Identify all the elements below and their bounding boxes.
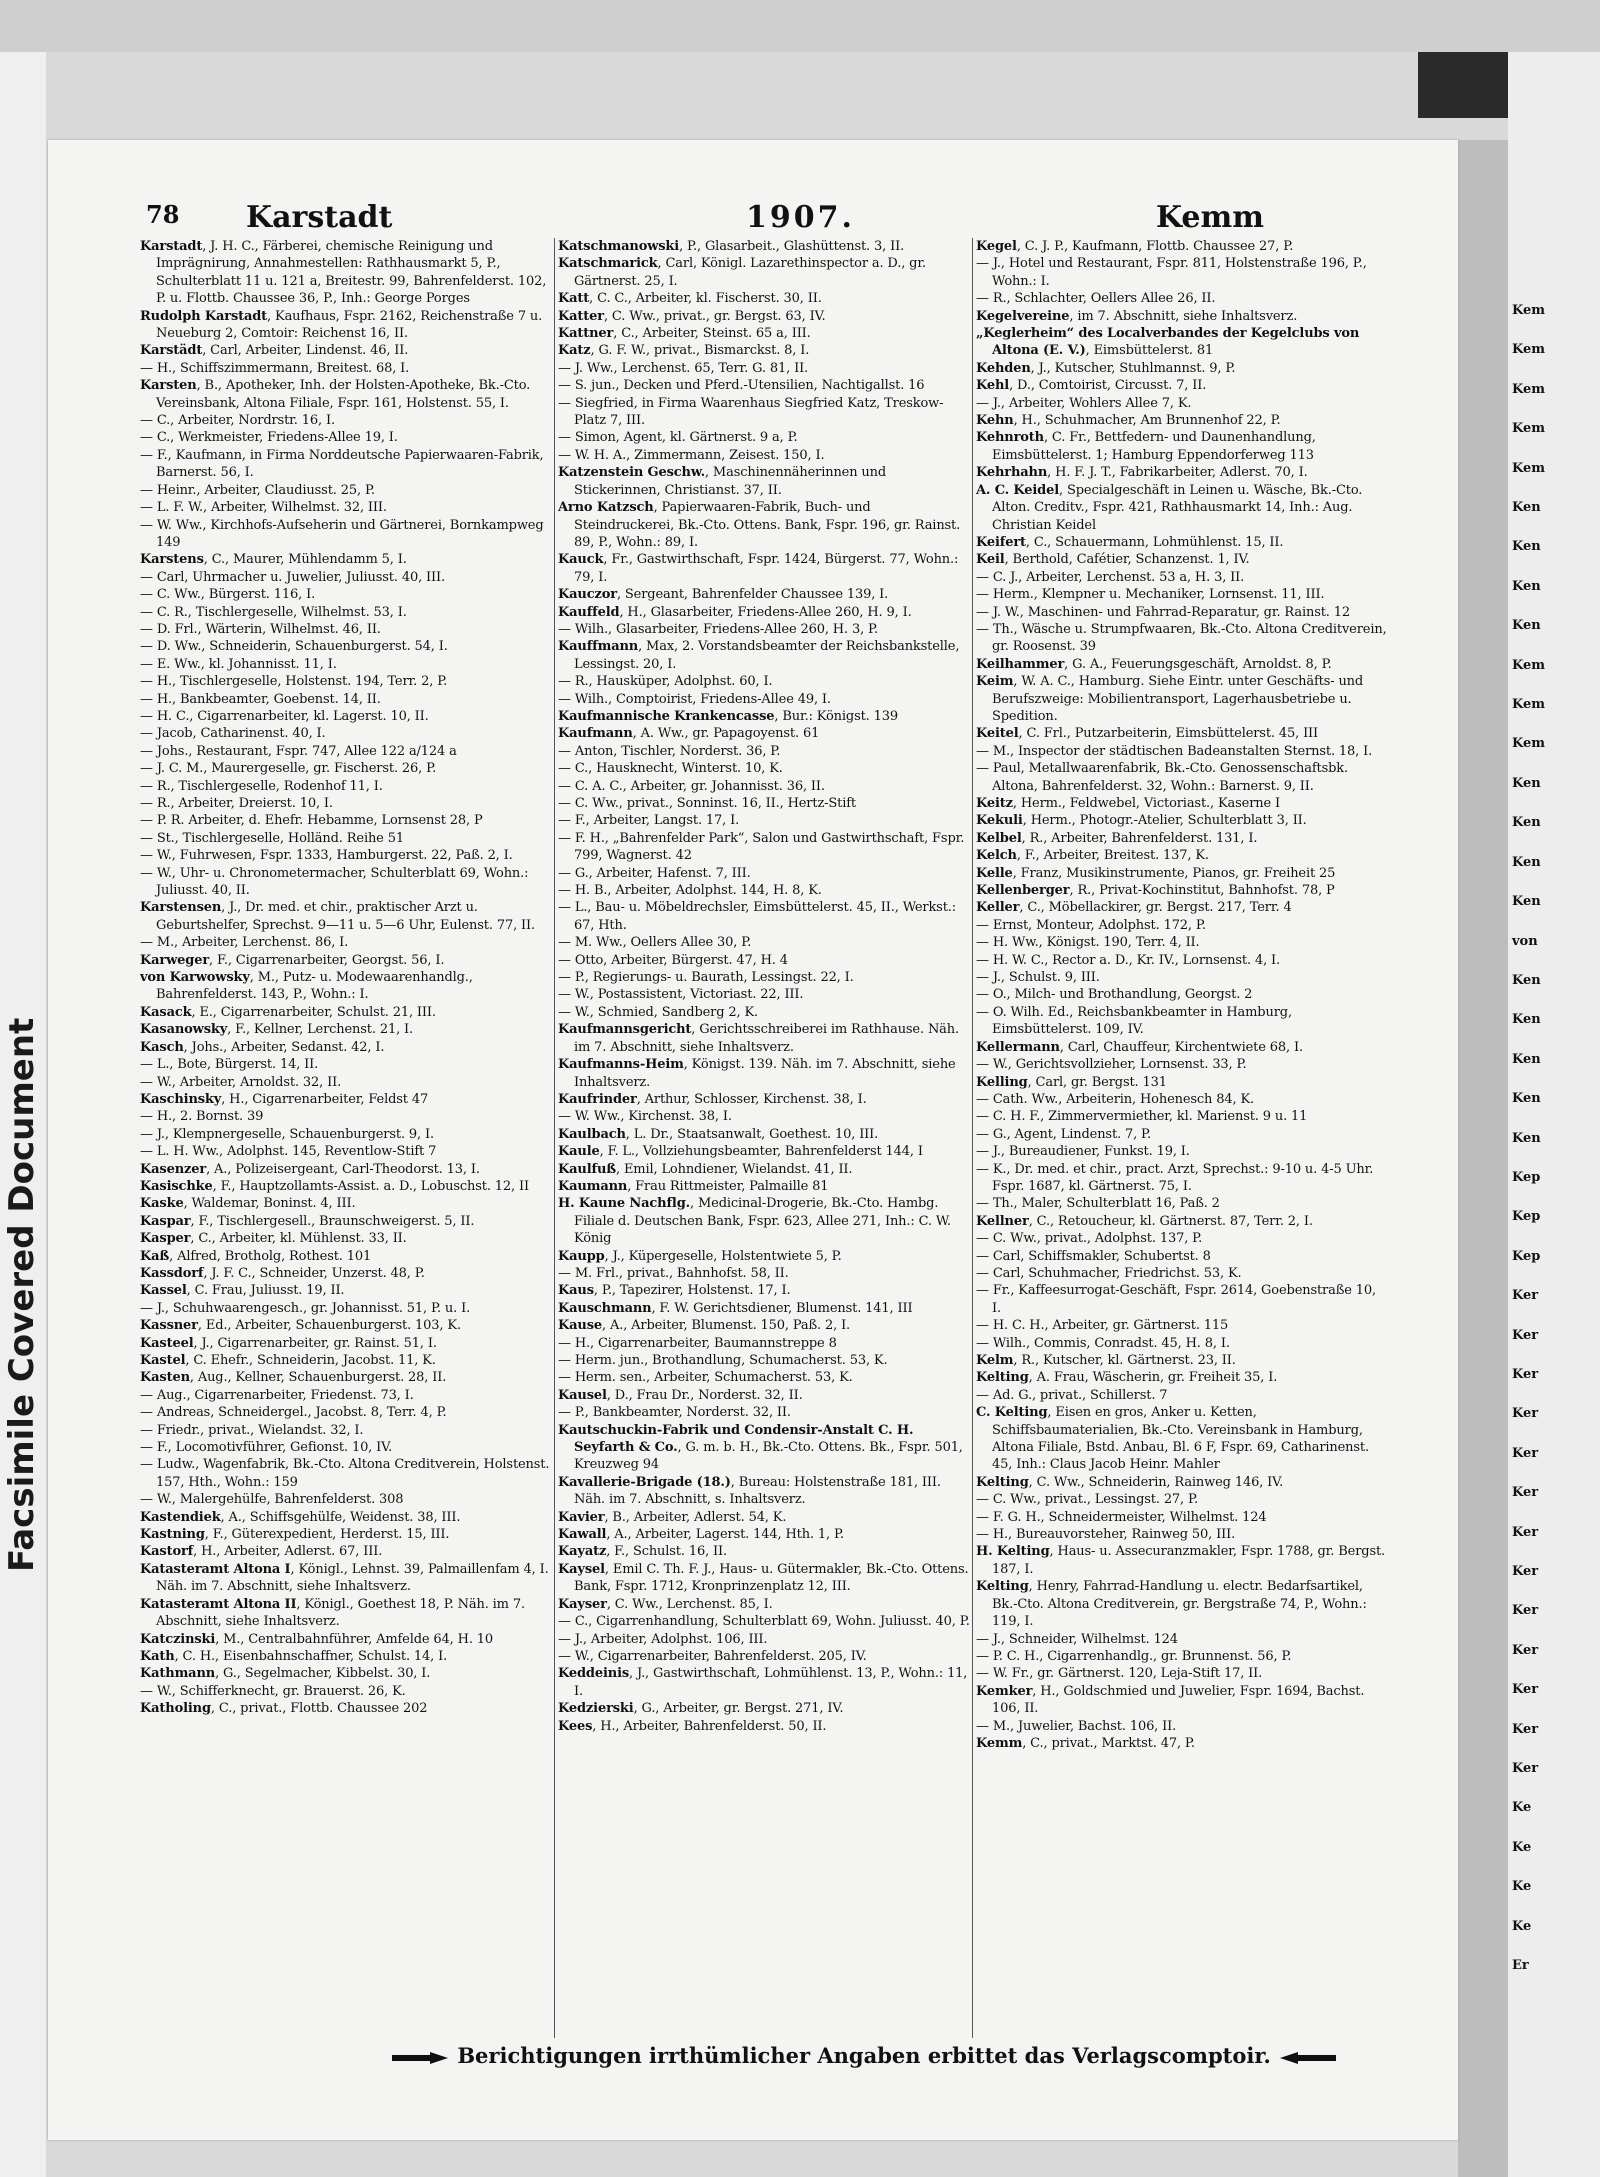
- directory-entry: Kaule, F. L., Vollziehungsbeamter, Bahrenfelderst 144, I: [558, 1144, 923, 1160]
- directory-entry: — P. C. H., Cigarrenhandlg., gr. Brunnenst. 56, P.: [976, 1648, 1292, 1664]
- scan-background-top: [0, 0, 1600, 52]
- directory-entry: — C. Ww., privat., Adolphst. 137, P.: [976, 1231, 1203, 1247]
- directory-entry: — Herm. jun., Brothandlung, Schumacherst. 53, K.: [558, 1353, 888, 1368]
- directory-entry: — W., Fuhrwesen, Fspr. 1333, Hamburgerst. 22, Paß. 2, I.: [140, 848, 513, 864]
- directory-entry: Kees, H., Arbeiter, Bahrenfelderst. 50, II.: [558, 1718, 827, 1734]
- directory-entry: Keifert, C., Schauermann, Lohmühlenst. 15, II.: [976, 534, 1284, 550]
- directory-entry: Kelting, C. Ww., Schneiderin, Rainweg 146, IV.: [976, 1474, 1284, 1490]
- directory-entry: — F. G. H., Schneidermeister, Wilhelmst. 124: [976, 1509, 1267, 1525]
- directory-entry: — Friedr., privat., Wielandst. 32, I.: [140, 1422, 364, 1438]
- directory-entry: — J. Ww., Lerchenst. 65, Terr. G. 81, II.: [558, 360, 809, 376]
- directory-entry: — P. R. Arbeiter, d. Ehefr. Hebamme, Lornsenst 28, P: [140, 813, 483, 829]
- directory-entry: — C. Ww., privat., Sonninst. 16, II., Hertz-Stift: [558, 796, 856, 811]
- directory-entry: Kaß, Alfred, Brotholg, Rothest. 101: [140, 1248, 372, 1264]
- directory-entry: Kehrhahn, H. F. J. T., Fabrikarbeiter, Adlerst. 70, I.: [976, 465, 1308, 481]
- header-right-keyword: Kemm: [1156, 200, 1264, 235]
- directory-entry: — E. Ww., kl. Johannisst. 11, I.: [140, 656, 337, 672]
- next-page-fragment: Ker: [1512, 1761, 1539, 1777]
- directory-entry: Keitel, C. Frl., Putzarbeiterin, Eimsbüttelerst. 45, III: [976, 726, 1319, 742]
- next-page-strip: [1508, 52, 1600, 2177]
- directory-entry: — J., Schulst. 9, III.: [976, 970, 1100, 986]
- directory-column-3: [976, 238, 1388, 2038]
- directory-entry: Keller, C., Möbellackirer, gr. Bergst. 217, Terr. 4: [976, 900, 1292, 916]
- directory-entry: — Th., Wäsche u. Strumpfwaaren, Bk.-Cto. Altona Creditverein, gr. Roosenst. 39: [976, 621, 1387, 655]
- directory-entry: — Fr., Kaffeesurrogat-Geschäft, Fspr. 2614, Goebenstraße 10, I.: [976, 1283, 1376, 1316]
- directory-entry: — Heinr., Arbeiter, Claudiusst. 25, P.: [140, 482, 375, 498]
- directory-entry: — Otto, Arbeiter, Bürgerst. 47, H. 4: [558, 952, 788, 968]
- directory-entry: Kaulfuß, Emil, Lohndiener, Wielandst. 41, II.: [558, 1161, 853, 1177]
- directory-entry: — C., Werkmeister, Friedens-Allee 19, I.: [140, 430, 398, 446]
- directory-entry: Kasper, C., Arbeiter, kl. Mühlenst. 33, II.: [140, 1231, 407, 1247]
- next-page-fragment: Ker: [1512, 1603, 1539, 1619]
- directory-entry: Karsten, B., Apotheker, Inh. der Holsten-Apotheke, Bk.-Cto. Vereinsbank, Altona Filiale, Fspr. 161, Holstenst. 55, I.: [140, 378, 531, 411]
- next-page-fragment: Ken: [1512, 815, 1541, 831]
- directory-entry: — W., Cigarrenarbeiter, Bahrenfelderst. 205, IV.: [558, 1648, 867, 1664]
- directory-entry: — M. Frl., privat., Bahnhofst. 58, II.: [558, 1265, 789, 1281]
- directory-entry: — H. Ww., Königst. 190, Terr. 4, II.: [976, 935, 1200, 951]
- directory-entry: — W., Gerichtsvollzieher, Lornsenst. 33, P.: [976, 1057, 1247, 1073]
- directory-entry: — Ernst, Monteur, Adolphst. 172, P.: [976, 917, 1206, 933]
- directory-entry: Keddeinis, J., Gastwirthschaft, Lohmühlenst. 13, P., Wohn.: 11, I.: [558, 1666, 968, 1699]
- page-header: [146, 200, 1396, 236]
- directory-entry: — Herm. sen., Arbeiter, Schumacherst. 53, K.: [558, 1370, 853, 1386]
- next-page-fragment: Kem: [1512, 697, 1546, 713]
- directory-entry: Kelle, Franz, Musikinstrumente, Pianos, gr. Freiheit 25: [976, 865, 1336, 881]
- directory-entry: Katasteramt Altona I, Königl., Lehnst. 39, Palmaillenfam 4, I. Näh. im 7. Abschnitt, siehe Inhaltsverz.: [140, 1561, 549, 1595]
- next-page-fragment: Ken: [1512, 578, 1541, 594]
- directory-entry: — Carl, Schiffsmakler, Schubertst. 8: [976, 1248, 1211, 1264]
- pointing-hand-right-icon: [390, 2050, 450, 2066]
- next-page-fragment: Ker: [1512, 1682, 1539, 1698]
- directory-entry: Kath, C. H., Eisenbahnschaffner, Schulst. 14, I.: [140, 1648, 448, 1664]
- next-page-fragment: Ke: [1512, 1839, 1532, 1855]
- directory-entry: — J. W., Maschinen- und Fahrrad-Reparatur, gr. Rainst. 12: [976, 604, 1351, 620]
- next-page-fragment: Ker: [1512, 1524, 1539, 1540]
- directory-entry: — L. H. Ww., Adolphst. 145, Reventlow-Stift 7: [140, 1144, 437, 1160]
- directory-entry: Karstens, C., Maurer, Mühlendamm 5, I.: [140, 552, 407, 568]
- directory-entry: Kelbel, R., Arbeiter, Bahrenfelderst. 131, I.: [976, 830, 1258, 846]
- directory-entry: — Ludw., Wagenfabrik, Bk.-Cto. Altona Creditverein, Holstenst. 157, Hth., Wohn.: 159: [140, 1457, 550, 1490]
- next-page-fragment: Ker: [1512, 1406, 1539, 1422]
- directory-entry: — Herm., Klempner u. Mechaniker, Lornsenst. 11, III.: [976, 587, 1325, 603]
- directory-entry: — C. R., Tischlergeselle, Wilhelmst. 53, I.: [140, 604, 407, 620]
- directory-entry: „Keglerheim“ des Localverbandes der Kegelclubs von Altona (E. V.), Eimsbüttelerst. 81: [976, 326, 1360, 359]
- directory-entry: — W. H. A., Zimmermann, Zeisest. 150, I.: [558, 447, 825, 463]
- directory-entry: Kastorf, H., Arbeiter, Adlerst. 67, III.: [140, 1544, 383, 1560]
- directory-entry: — P., Regierungs- u. Baurath, Lessingst. 22, I.: [558, 970, 854, 986]
- next-page-fragment: Ker: [1512, 1445, 1539, 1461]
- next-page-fragment: Ken: [1512, 775, 1541, 791]
- directory-entry: — D. Ww., Schneiderin, Schauenburgerst. 54, I.: [140, 639, 448, 655]
- directory-entry: — R., Schlachter, Oellers Allee 26, II.: [976, 291, 1216, 307]
- directory-entry: Kastning, F., Güterexpedient, Herderst. 15, III.: [140, 1527, 450, 1543]
- directory-entry: — F., Kaufmann, in Firma Norddeutsche Papierwaaren-Fabrik, Barnerst. 56, I.: [140, 447, 544, 481]
- directory-entry: — W. Ww., Kirchenst. 38, I.: [558, 1109, 732, 1125]
- next-page-fragment: Kem: [1512, 303, 1546, 318]
- directory-entry: — G., Arbeiter, Hafenst. 7, III.: [558, 865, 751, 881]
- directory-entry: Kaske, Waldemar, Boninst. 4, III.: [140, 1196, 356, 1212]
- next-page-fragment: Ker: [1512, 1485, 1539, 1501]
- column-divider: [554, 238, 555, 2038]
- directory-entry: A. C. Keidel, Specialgeschäft in Leinen u. Wäsche, Bk.-Cto. Alton. Creditv., Fspr. 421, Rathhausmarkt 14, Inh.: Aug. Christian Keidel: [976, 482, 1363, 533]
- directory-entry: Kaumann, Frau Rittmeister, Palmaille 81: [558, 1178, 829, 1194]
- directory-entry: — F. H., „Bahrenfelder Park“, Salon und Gastwirthschaft, Fspr. 799, Wagnerst. 42: [558, 830, 965, 864]
- directory-entry: Kauczor, Sergeant, Bahrenfelder Chaussee 139, I.: [558, 587, 889, 603]
- directory-entry: — H., Cigarrenarbeiter, Baumannstreppe 8: [558, 1335, 837, 1351]
- directory-entry: — W., Postassistent, Victoriast. 22, III.: [558, 987, 804, 1003]
- next-page-fragment: Ken: [1512, 539, 1541, 555]
- directory-entry: Kayatz, F., Schulst. 16, II.: [558, 1544, 728, 1560]
- next-page-fragment: Ken: [1512, 972, 1541, 988]
- directory-entry: Kasack, E., Cigarrenarbeiter, Schulst. 21, III.: [140, 1004, 436, 1020]
- next-page-fragment: Kem: [1512, 421, 1546, 437]
- directory-entry: — W., Arbeiter, Arnoldst. 32, II.: [140, 1074, 342, 1090]
- directory-entry: — L., Bau- u. Möbeldrechsler, Eimsbüttelerst. 45, II., Werkst.: 67, Hth.: [558, 900, 956, 933]
- directory-entry: — F., Locomotivführer, Gefionst. 10, IV.: [140, 1440, 393, 1456]
- directory-entry: — J., Arbeiter, Wohlers Allee 7, K.: [976, 395, 1192, 411]
- column-divider: [972, 238, 973, 2038]
- directory-entry: — Th., Maler, Schulterblatt 16, Paß. 2: [976, 1196, 1220, 1212]
- directory-entry: — M. Ww., Oellers Allee 30, P.: [558, 935, 752, 951]
- directory-entry: — M., Inspector der städtischen Badeanstalten Sternst. 18, I.: [976, 743, 1373, 759]
- directory-entry: — Wilh., Glasarbeiter, Friedens-Allee 260, H. 3, P.: [558, 621, 878, 637]
- directory-entry: — H. B., Arbeiter, Adolphst. 144, H. 8, K.: [558, 883, 822, 899]
- directory-entry: Kaufmannsgericht, Gerichtsschreiberei im Rathhause. Näh. im 7. Abschnitt, siehe Inhaltsverz.: [558, 1022, 959, 1055]
- directory-entry: — J., Arbeiter, Adolphst. 106, III.: [558, 1631, 768, 1647]
- directory-entry: — C., Cigarrenhandlung, Schulterblatt 69, Wohn. Juliusst. 40, P.: [558, 1614, 970, 1630]
- directory-entry: — M., Arbeiter, Lerchenst. 86, I.: [140, 935, 349, 951]
- directory-entry: Kelling, Carl, gr. Bergst. 131: [976, 1074, 1167, 1090]
- directory-entry: Kassdorf, J. F. C., Schneider, Unzerst. 48, P.: [140, 1265, 425, 1281]
- directory-entry: — O. Wilh. Ed., Reichsbankbeamter in Hamburg, Eimsbüttelerst. 109, IV.: [976, 1004, 1292, 1038]
- next-page-fragment: Kem: [1512, 736, 1546, 752]
- directory-entry: — Carl, Schuhmacher, Friedrichst. 53, K.: [976, 1265, 1242, 1281]
- directory-entry: Kaufmannische Krankencasse, Bur.: Königst. 139: [558, 708, 899, 724]
- next-page-fragment: Kem: [1512, 657, 1546, 673]
- directory-entry: Karstadt, J. H. C., Färberei, chemische Reinigung und Imprägnirung, Annahmestellen: Rathhausmarkt 5, P., Schulterblatt 11 u. 121 a, Breitestr. 99, Bahrenfelderst. 102, P. u. Flottb. Chaussee 36, P., Inh.: George Porges: [140, 239, 547, 307]
- directory-entry: Kedzierski, G., Arbeiter, gr. Bergst. 271, IV.: [558, 1701, 844, 1717]
- directory-entry: — H. C., Cigarrenarbeiter, kl. Lagerst. 10, II.: [140, 708, 429, 724]
- next-page-fragment: Ke: [1512, 1918, 1532, 1934]
- directory-entry: Katter, C. Ww., privat., gr. Bergst. 63, IV.: [558, 308, 826, 324]
- directory-entry: Keitz, Herm., Feldwebel, Victoriast., Kaserne I: [976, 796, 1280, 811]
- directory-entry: — W., Uhr- u. Chronometermacher, Schulterblatt 69, Wohn.: Juliusst. 40, II.: [140, 865, 529, 899]
- directory-entry: — L., Bote, Bürgerst. 14, II.: [140, 1057, 319, 1073]
- next-page-fragment: Ken: [1512, 1051, 1541, 1067]
- page-footer: [390, 2038, 1290, 2074]
- directory-entry: Kehl, D., Comtoirist, Circusst. 7, II.: [976, 378, 1207, 394]
- next-page-fragment: Kem: [1512, 460, 1546, 476]
- directory-entry: — Carl, Uhrmacher u. Juwelier, Juliusst. 40, III.: [140, 569, 445, 585]
- directory-entry: — H., Bureauvorsteher, Rainweg 50, III.: [976, 1527, 1236, 1543]
- next-page-fragment: Ker: [1512, 1366, 1539, 1382]
- directory-entry: — Simon, Agent, kl. Gärtnerst. 9 a, P.: [558, 430, 798, 446]
- directory-entry: Kelch, F., Arbeiter, Breitest. 137, K.: [976, 848, 1209, 864]
- directory-entry: Katholing, C., privat., Flottb. Chaussee 202: [140, 1701, 428, 1717]
- directory-entry: — J., Schuhwaarengesch., gr. Johannisst. 51, P. u. I.: [140, 1300, 471, 1316]
- directory-entry: Rudolph Karstadt, Kaufhaus, Fspr. 2162, Reichenstraße 7 u. Neueburg 2, Comtoir: Reichenst 16, II.: [140, 308, 543, 342]
- directory-entry: Katzenstein Geschw., Maschinennäherinnen und Stickerinnen, Christianst. 37, II.: [558, 465, 887, 498]
- directory-entry: Kavallerie-Brigade (18.), Bureau: Holstenstraße 181, III. Näh. im 7. Abschnitt, s. Inhaltsverz.: [558, 1474, 941, 1508]
- directory-entry: — J., Klempnergeselle, Schauenburgerst. 9, I.: [140, 1126, 434, 1142]
- directory-entry: — W. Ww., Kirchhofs-Aufseherin und Gärtnerei, Bornkampweg 149: [140, 517, 544, 550]
- next-page-fragment: Ken: [1512, 618, 1541, 634]
- directory-entry: — J., Hotel und Restaurant, Fspr. 811, Holstenstraße 196, P., Wohn.: I.: [976, 256, 1367, 289]
- directory-entry: Kassel, C. Frau, Juliusst. 19, II.: [140, 1283, 345, 1299]
- directory-entry: — Cath. Ww., Arbeiterin, Hohenesch 84, K.: [976, 1091, 1254, 1107]
- directory-entry: — R., Tischlergeselle, Rodenhof 11, I.: [140, 778, 383, 794]
- directory-column-2: [558, 238, 970, 2038]
- directory-entry: Kathmann, G., Segelmacher, Kibbelst. 30, I.: [140, 1666, 431, 1682]
- directory-entry: Kasischke, F., Hauptzollamts-Assist. a. D., Lobuschst. 12, II: [140, 1178, 529, 1194]
- directory-entry: Kehnroth, C. Fr., Bettfedern- und Daunenhandlung, Eimsbüttelerst. 1; Hamburg Eppendorferweg 113: [976, 430, 1316, 463]
- directory-entry: Kattner, C., Arbeiter, Steinst. 65 a, III.: [558, 326, 811, 342]
- directory-entry: Karstädt, Carl, Arbeiter, Lindenst. 46, II.: [140, 343, 409, 359]
- directory-entry: — J. C. M., Maurergeselle, gr. Fischerst. 26, P.: [140, 761, 437, 777]
- directory-entry: — G., Agent, Lindenst. 7, P.: [976, 1126, 1152, 1142]
- directory-entry: — H., Bankbeamter, Goebenst. 14, II.: [140, 691, 381, 707]
- directory-entry: Karweger, F., Cigarrenarbeiter, Georgst. 56, I.: [140, 952, 445, 968]
- next-page-fragment: Ken: [1512, 500, 1541, 516]
- directory-entry: — C., Hausknecht, Winterst. 10, K.: [558, 761, 783, 777]
- next-page-fragment: Ken: [1512, 894, 1541, 910]
- directory-entry: Kegelvereine, im 7. Abschnitt, siehe Inhaltsverz.: [976, 308, 1298, 324]
- directory-entry: — C. J., Arbeiter, Lerchenst. 53 a, H. 3, II.: [976, 569, 1245, 585]
- directory-entry: Kasteel, J., Cigarrenarbeiter, gr. Rainst. 51, I.: [140, 1335, 437, 1351]
- next-page-fragments: [1512, 302, 1600, 1996]
- next-page-fragment: Ken: [1512, 1012, 1541, 1028]
- header-year: 1907.: [746, 200, 855, 235]
- footer-notice: Berichtigungen irrthümlicher Angaben erbittet das Verlagscomptoir.: [457, 2043, 1271, 2068]
- directory-entry: — Aug., Cigarrenarbeiter, Friedenst. 73, I.: [140, 1387, 414, 1403]
- next-page-fragment: Ken: [1512, 1091, 1541, 1107]
- directory-entry: Arno Katzsch, Papierwaaren-Fabrik, Buch- und Steindruckerei, Bk.-Cto. Ottens. Bank, Fspr. 196, gr. Rainst. 89, P., Wohn.: 89, I.: [558, 500, 961, 550]
- directory-entry: Kaschinsky, H., Cigarrenarbeiter, Feldst 47: [140, 1091, 429, 1107]
- directory-entry: Kasten, Aug., Kellner, Schauenburgerst. 28, II.: [140, 1370, 447, 1386]
- directory-entry: Kekuli, Herm., Photogr.-Atelier, Schulterblatt 3, II.: [976, 813, 1307, 829]
- directory-entry: Kauffmann, Max, 2. Vorstandsbeamter der Reichsbankstelle, Lessingst. 20, I.: [558, 639, 960, 672]
- next-page-fragment: Ker: [1512, 1721, 1539, 1737]
- directory-entry: Kayser, C. Ww., Lerchenst. 85, I.: [558, 1596, 773, 1612]
- binder-edge: [0, 52, 46, 2177]
- directory-entry: Kastel, C. Ehefr., Schneiderin, Jacobst. 11, K.: [140, 1353, 436, 1368]
- directory-entry: — Ad. G., privat., Schillerst. 7: [976, 1387, 1168, 1403]
- directory-entry: Kastendiek, A., Schiffsgehülfe, Weidenst. 38, III.: [140, 1509, 461, 1525]
- directory-entry: Keilhammer, G. A., Feuerungsgeschäft, Arnoldst. 8, P.: [976, 656, 1332, 672]
- next-page-fragment: Ker: [1512, 1288, 1539, 1304]
- directory-entry: Kaulbach, L. Dr., Staatsanwalt, Goethest. 10, III.: [558, 1126, 879, 1142]
- directory-entry: Kavier, B., Arbeiter, Adlerst. 54, K.: [558, 1509, 787, 1525]
- directory-column-1: [140, 238, 552, 2038]
- directory-entry: Kauck, Fr., Gastwirthschaft, Fspr. 1424, Bürgerst. 77, Wohn.: 79, I.: [558, 552, 959, 585]
- directory-entry: Kemker, H., Goldschmied und Juwelier, Fspr. 1694, Bachst. 106, II.: [976, 1683, 1365, 1717]
- directory-entry: — H., 2. Bornst. 39: [140, 1109, 264, 1125]
- directory-entry: Kaupp, J., Küpergeselle, Holstentwiete 5, P.: [558, 1248, 842, 1264]
- directory-entry: — L. F. W., Arbeiter, Wilhelmst. 32, III.: [140, 500, 387, 516]
- directory-entry: Kegel, C. J. P., Kaufmann, Flottb. Chaussee 27, P.: [976, 239, 1294, 254]
- directory-entry: — H., Tischlergeselle, Holstenst. 194, Terr. 2, P.: [140, 674, 448, 690]
- directory-entry: — Andreas, Schneidergel., Jacobst. 8, Terr. 4, P.: [140, 1405, 447, 1421]
- directory-entry: Kehn, H., Schuhmacher, Am Brunnenhof 22, P.: [976, 413, 1281, 429]
- next-page-fragment: Ker: [1512, 1564, 1539, 1579]
- next-page-fragment: Ken: [1512, 1130, 1541, 1146]
- directory-entry: Kaufmann, A. Ww., gr. Papagoyenst. 61: [558, 726, 820, 742]
- directory-entry: Kasanowsky, F., Kellner, Lerchenst. 21, I.: [140, 1022, 414, 1038]
- directory-entry: — S. jun., Decken und Pferd.-Utensilien, Nachtigallst. 16: [558, 378, 925, 394]
- next-page-fragment: Ker: [1512, 1327, 1539, 1343]
- directory-entry: Kaufrinder, Arthur, Schlosser, Kirchenst. 38, I.: [558, 1091, 867, 1107]
- directory-entry: Katschmarick, Carl, Königl. Lazarethinspector a. D., gr. Gärtnerst. 25, I.: [558, 256, 926, 289]
- next-page-fragment: Kem: [1512, 342, 1546, 358]
- directory-entry: Kaysel, Emil C. Th. F. J., Haus- u. Gütermakler, Bk.-Cto. Ottens. Bank, Fspr. 1712, Kronprinzenplatz 12, III.: [558, 1561, 969, 1595]
- directory-entry: Kauffeld, H., Glasarbeiter, Friedens-Allee 260, H. 9, I.: [558, 604, 912, 620]
- directory-entry: — C. Ww., Bürgerst. 116, I.: [140, 587, 316, 603]
- directory-entry: — C. A. C., Arbeiter, gr. Johannisst. 36, II.: [558, 778, 825, 794]
- directory-entry: Kelting, A. Frau, Wäscherin, gr. Freiheit 35, I.: [976, 1370, 1278, 1386]
- directory-entry: Kausel, D., Frau Dr., Norderst. 32, II.: [558, 1387, 803, 1403]
- directory-entry: Kelting, Henry, Fahrrad-Handlung u. electr. Bedarfsartikel, Bk.-Cto. Altona Creditverein, gr. Bergstraße 74, P., Wohn.: 119, I.: [976, 1579, 1367, 1630]
- directory-entry: Katz, G. F. W., privat., Bismarckst. 8, I.: [558, 343, 810, 359]
- directory-entry: C. Kelting, Eisen en gros, Anker u. Ketten, Schiffsbaumaterialien, Bk.-Cto. Vereinsbank in Hamburg, Altona Filiale, Bstd. Anbau, Bl. 6 F, Fspr. 69, Catharinenst. 45, Inh.: Claus Jacob Heinr. Mahler: [976, 1405, 1369, 1473]
- directory-entry: — J., Schneider, Wilhelmst. 124: [976, 1631, 1178, 1647]
- directory-entry: — W., Schmied, Sandberg 2, K.: [558, 1004, 759, 1020]
- page-gutter-shadow: [1458, 140, 1508, 2177]
- directory-entry: H. Kelting, Haus- u. Assecuranzmakler, Fspr. 1788, gr. Bergst. 187, I.: [976, 1544, 1386, 1577]
- directory-entry: Kautschuckin-Fabrik und Condensir-Anstalt C. H. Seyfarth & Co., G. m. b. H., Bk.-Cto. Ottens. Bk., Fspr. 501, Kreuzweg 94: [558, 1422, 963, 1473]
- directory-entry: Kellenberger, R., Privat-Kochinstitut, Bahnhofst. 78, P: [976, 883, 1335, 899]
- directory-entry: Kauschmann, F. W. Gerichtsdiener, Blumenst. 141, III: [558, 1300, 913, 1316]
- next-page-fragment: Kep: [1512, 1248, 1541, 1264]
- header-left-keyword: Karstadt: [246, 200, 393, 235]
- directory-entry: Kasenzer, A., Polizeisergeant, Carl-Theodorst. 13, I.: [140, 1161, 480, 1177]
- directory-entry: — F., Arbeiter, Langst. 17, I.: [558, 813, 740, 829]
- next-page-fragment: Er: [1512, 1958, 1529, 1974]
- directory-entry: — C., Arbeiter, Nordrstr. 16, I.: [140, 413, 335, 429]
- directory-entry: — W. Fr., gr. Gärtnerst. 120, Leja-Stift 17, II.: [976, 1666, 1263, 1682]
- directory-entry: von Karwowsky, M., Putz- u. Modewaarenhandlg., Bahrenfelderst. 143, P., Wohn.: I.: [140, 970, 473, 1003]
- next-page-fragment: Ke: [1512, 1879, 1532, 1895]
- next-page-fragment: Ker: [1512, 1642, 1539, 1658]
- directory-entry: — C. Ww., privat., Lessingst. 27, P.: [976, 1492, 1198, 1508]
- directory-entry: Kellermann, Carl, Chauffeur, Kirchentwiete 68, I.: [976, 1039, 1303, 1055]
- directory-entry: — P., Bankbeamter, Norderst. 32, II.: [558, 1405, 791, 1421]
- directory-entry: — W., Malergehülfe, Bahrenfelderst. 308: [140, 1492, 404, 1508]
- directory-entry: Kaus, P., Tapezirer, Holstenst. 17, I.: [558, 1283, 791, 1299]
- directory-entry: — R., Arbeiter, Dreierst. 10, I.: [140, 796, 333, 811]
- next-page-fragment: Kep: [1512, 1169, 1541, 1185]
- directory-entry: — H. C. H., Arbeiter, gr. Gärtnerst. 115: [976, 1318, 1229, 1334]
- directory-entry: Katasteramt Altona II, Königl., Goethest 18, P. Näh. im 7. Abschnitt, siehe Inhaltsverz.: [140, 1596, 525, 1630]
- next-page-fragment: Kep: [1512, 1209, 1541, 1225]
- directory-entry: H. Kaune Nachflg., Medicinal-Drogerie, Bk.-Cto. Hambg. Filiale d. Deutschen Bank, Fspr. 623, Allee 271, Inh.: C. W. König: [558, 1196, 951, 1247]
- directory-entry: — D. Frl., Wärterin, Wilhelmst. 46, II.: [140, 621, 381, 637]
- directory-entry: — Jacob, Catharinenst. 40, I.: [140, 726, 326, 742]
- directory-entry: — Paul, Metallwaarenfabrik, Bk.-Cto. Genossenschaftsbk. Altona, Bahrenfelderst. 32, Wohn.: Barnerst. 9, II.: [976, 761, 1348, 794]
- directory-entry: Kehden, J., Kutscher, Stuhlmannst. 9, P.: [976, 360, 1236, 376]
- side-stamp-text: Facsimile Covered Document: [2, 1017, 42, 1572]
- directory-entry: Keim, W. A. C., Hamburg. Siehe Eintr. unter Geschäfts- und Berufszweige: Mobilientransport, Lagerhausbetriebe u. Spedition.: [976, 674, 1364, 724]
- directory-entry: — H., Schiffszimmermann, Breitest. 68, I.: [140, 360, 410, 376]
- pointing-hand-left-icon: [1278, 2050, 1338, 2066]
- directory-entry: Katt, C. C., Arbeiter, kl. Fischerst. 30, II.: [558, 291, 822, 307]
- directory-entry: Kelm, R., Kutscher, kl. Gärtnerst. 23, II.: [976, 1353, 1236, 1368]
- directory-entry: Kawall, A., Arbeiter, Lagerst. 144, Hth. 1, P.: [558, 1527, 844, 1543]
- directory-entry: — M., Juwelier, Bachst. 106, II.: [976, 1718, 1177, 1734]
- next-page-fragment: Kem: [1512, 381, 1546, 397]
- next-page-fragment: von: [1512, 933, 1538, 949]
- directory-entry: Kellner, C., Retoucheur, kl. Gärtnerst. 87, Terr. 2, I.: [976, 1213, 1313, 1229]
- directory-entry: — H. W. C., Rector a. D., Kr. IV., Lornsenst. 4, I.: [976, 952, 1281, 968]
- directory-entry: Katczinski, M., Centralbahnführer, Amfelde 64, H. 10: [140, 1631, 494, 1647]
- directory-entry: — R., Hausküper, Adolphst. 60, I.: [558, 674, 773, 690]
- directory-entry: — Anton, Tischler, Norderst. 36, P.: [558, 743, 781, 759]
- directory-entry: — K., Dr. med. et chir., pract. Arzt, Sprechst.: 9-10 u. 4-5 Uhr. Fspr. 1687, kl. Gärtnerst. 75, I.: [976, 1161, 1374, 1194]
- directory-entry: Kemm, C., privat., Marktst. 47, P.: [976, 1735, 1195, 1751]
- directory-entry: Keil, Berthold, Cafétier, Schanzenst. 1, IV.: [976, 552, 1250, 568]
- directory-entry: — Siegfried, in Firma Waarenhaus Siegfried Katz, Treskow-Platz 7, III.: [558, 395, 944, 429]
- directory-entry: Kaufmanns-Heim, Königst. 139. Näh. im 7. Abschnitt, siehe Inhaltsverz.: [558, 1057, 956, 1090]
- directory-entry: — Wilh., Comptoirist, Friedens-Allee 49, I.: [558, 691, 831, 707]
- page-number: 78: [146, 200, 180, 229]
- directory-entry: — Wilh., Commis, Conradst. 45, H. 8, I.: [976, 1335, 1230, 1351]
- directory-entry: Katschmanowski, P., Glasarbeit., Glashüttenst. 3, II.: [558, 239, 905, 254]
- directory-entry: Kause, A., Arbeiter, Blumenst. 150, Paß. 2, I.: [558, 1318, 851, 1334]
- directory-entry: — Johs., Restaurant, Fspr. 747, Allee 122 a/124 a: [140, 743, 457, 759]
- directory-entry: — O., Milch- und Brothandlung, Georgst. 2: [976, 987, 1253, 1003]
- directory-entry: — J., Bureaudiener, Funkst. 19, I.: [976, 1144, 1190, 1160]
- directory-entry: Kaspar, F., Tischlergesell., Braunschweigerst. 5, II.: [140, 1213, 475, 1229]
- next-page-fragment: Ke: [1512, 1800, 1532, 1816]
- directory-entry: — W., Schifferknecht, gr. Brauerst. 26, K.: [140, 1683, 406, 1699]
- next-page-fragment: Ken: [1512, 854, 1541, 870]
- directory-entry: Kasch, Johs., Arbeiter, Sedanst. 42, I.: [140, 1039, 385, 1055]
- directory-entry: — C. H. F., Zimmervermiether, kl. Marienst. 9 u. 11: [976, 1109, 1308, 1125]
- directory-entry: Kassner, Ed., Arbeiter, Schauenburgerst. 103, K.: [140, 1318, 461, 1334]
- directory-entry: Karstensen, J., Dr. med. et chir., praktischer Arzt u. Geburtshelfer, Sprechst. 9—11 u. 5—6 Uhr, Eulenst. 77, II.: [140, 900, 536, 933]
- directory-entry: — St., Tischlergeselle, Holländ. Reihe 51: [140, 830, 404, 846]
